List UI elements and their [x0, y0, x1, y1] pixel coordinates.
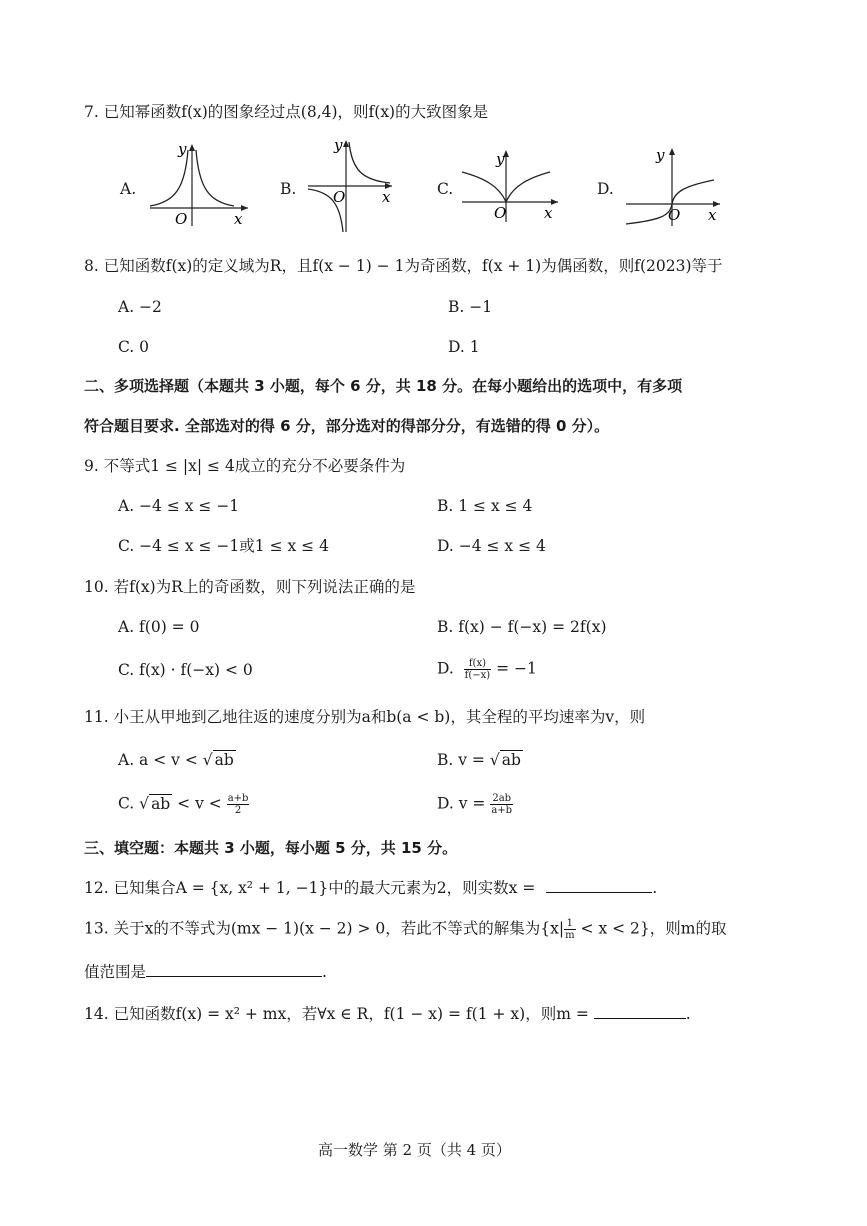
q7-option-c-label: C.	[437, 180, 454, 198]
q7a-axis-y: y	[178, 140, 187, 158]
q9-option-a: A. −4 ≤ x ≤ −1	[118, 497, 240, 515]
q11-d-numerator: 2ab	[490, 793, 513, 805]
q14-end: .	[685, 1005, 691, 1023]
q7-option-b-label: B.	[280, 180, 297, 198]
q11-option-b: B. v = √ ab	[437, 751, 521, 769]
q11-a-prefix: A. a < v <	[118, 751, 203, 769]
section2-heading-line2: 符合题目要求. 全部选对的得 6 分，部分选对的得部分分，有选错的得 0 分）。	[84, 417, 610, 435]
q13-stem: 13. 关于x的不等式为(mx − 1)(x − 2) > 0，若此不等式的解集为{x|	[84, 919, 565, 938]
section2-heading-line1: 二、多项选择题（本题共 3 小题，每个 6 分，共 18 分。在每小题给出的选项中，有多项	[84, 377, 683, 395]
q11-c-middle: < v <	[172, 794, 227, 813]
q11-c-prefix: C.	[118, 794, 140, 813]
q7c-axis-x: x	[544, 204, 553, 222]
q7b-axis-y: y	[334, 136, 343, 154]
q10-option-d-fraction	[464, 658, 492, 681]
q12-stem: 12. 已知集合A = {x, x² + 1, −1}中的最大元素为2，则实数x =	[84, 879, 541, 897]
q13-stem-rest: < x < 2}，则m的取	[575, 919, 727, 938]
q11-c-radicand: ab	[151, 794, 171, 813]
q7a-axis-x: x	[234, 210, 243, 228]
q7d-axis-y: y	[656, 146, 665, 164]
q10-stem: 10. 若f(x)为R上的奇函数，则下列说法正确的是	[84, 578, 416, 596]
q10-option-a: A. f(0) = 0	[118, 618, 200, 636]
q8-option-c: C. 0	[118, 338, 150, 356]
q10-option-d	[437, 658, 537, 681]
q11-c-denominator: 2	[234, 805, 242, 816]
q8-option-d: D. 1	[448, 338, 480, 356]
q11-option-d	[437, 793, 513, 816]
q11-b-radicand: ab	[501, 751, 521, 769]
q11-c-numerator: a+b	[227, 793, 249, 804]
page-footer: 高一数学 第 2 页（共 4 页）	[318, 1141, 511, 1159]
q7-option-a-label: A.	[120, 180, 137, 198]
q11-c-fraction	[227, 793, 250, 816]
q10-d-numerator: f(x)	[464, 658, 492, 670]
q10-option-d-rest: = −1	[491, 659, 537, 678]
q9-option-d: D. −4 ≤ x ≤ 4	[437, 537, 546, 555]
q7-option-d-label: D.	[597, 180, 614, 198]
q14-line	[84, 1004, 691, 1024]
q13-fraction	[564, 918, 575, 941]
q7-graph-b	[300, 136, 400, 236]
q7-stem: 7. 已知幂函数f(x)的图象经过点(8,4)，则f(x)的大致图象是	[84, 103, 489, 121]
q7-graph-c	[458, 146, 562, 226]
q7-graph-a	[140, 140, 252, 230]
q9-option-c: C. −4 ≤ x ≤ −1或1 ≤ x ≤ 4	[118, 537, 329, 555]
q14-answer-blank[interactable]	[594, 1004, 686, 1019]
q11-d-denominator: a+b	[491, 805, 513, 816]
q8-stem: 8. 已知函数f(x)的定义域为R，且f(x − 1) − 1为奇函数，f(x + 1)为偶函数，则f(2023)等于	[84, 257, 723, 275]
q13-end: .	[322, 963, 327, 981]
q12-answer-blank[interactable]	[546, 878, 652, 893]
q11-option-a: A. a < v < √ ab	[118, 751, 234, 769]
q13-denominator: m	[565, 930, 575, 941]
q10-option-b: B. f(x) − f(−x) = 2f(x)	[437, 618, 607, 636]
q14-stem: 14. 已知函数f(x) = x² + mx，若∀x ∈ R，f(1 − x) = f(1 + x)，则m =	[84, 1005, 594, 1023]
q11-option-c: C. √ ab < v < $\frac{a+b}{2}$	[118, 793, 249, 816]
q11-d-fraction	[490, 793, 513, 816]
q11-a-radicand: ab	[214, 751, 234, 769]
q13-numerator: 1	[564, 918, 575, 930]
q9-stem: 9. 不等式1 ≤ |x| ≤ 4成立的充分不必要条件为	[84, 457, 406, 475]
q11-b-prefix: B. v =	[437, 751, 490, 769]
q10-option-d-label: D.	[437, 659, 454, 678]
q10-option-c: C. f(x) · f(−x) < 0	[118, 661, 253, 679]
q12-end: .	[652, 879, 658, 897]
q7b-axis-x: x	[382, 188, 391, 206]
q10-d-denominator: f(−x)	[464, 670, 491, 681]
q7a-origin: O	[175, 210, 188, 228]
q7c-origin: O	[494, 204, 507, 222]
q13-line1	[84, 918, 726, 941]
q13-answer-blank[interactable]	[146, 962, 322, 977]
q9-option-b: B. 1 ≤ x ≤ 4	[437, 497, 533, 515]
q7-graph-d	[622, 144, 726, 230]
q8-option-a: A. −2	[118, 298, 162, 316]
q8-option-b: B. −1	[448, 298, 493, 316]
section3-heading: 三、填空题：本题共 3 小题，每小题 5 分，共 15 分。	[84, 839, 458, 857]
q7d-axis-x: x	[708, 206, 717, 224]
q7d-origin: O	[668, 206, 681, 224]
q12-line	[84, 878, 657, 898]
q7c-axis-y: y	[496, 150, 505, 168]
q13-line2	[84, 962, 327, 982]
q7b-origin: O	[333, 188, 346, 206]
q11-d-prefix: D. v =	[437, 794, 491, 813]
q13-line2-text: 值范围是	[84, 963, 147, 981]
q11-stem: 11. 小王从甲地到乙地往返的速度分别为a和b(a < b)，其全程的平均速率为v，则	[84, 708, 646, 726]
